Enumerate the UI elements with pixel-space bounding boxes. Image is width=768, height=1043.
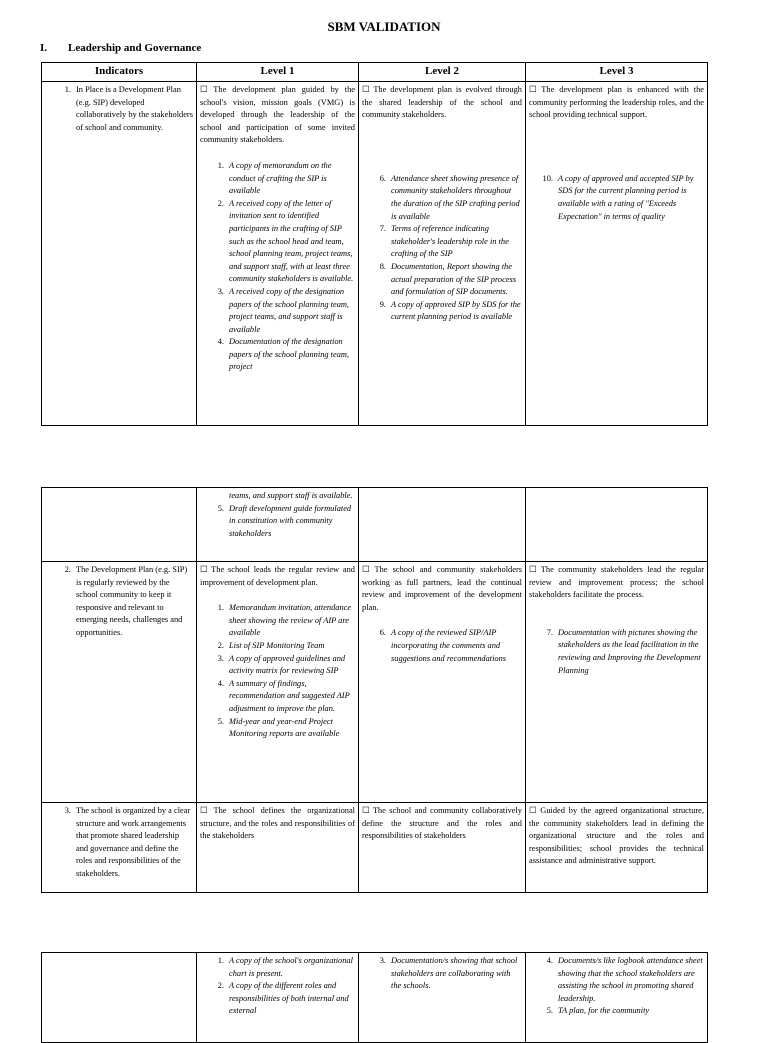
part-3-level-3-cell [526, 953, 708, 1043]
indicator-1-level-1-list [200, 160, 355, 374]
indicator-3-number: 3. [64, 806, 71, 815]
list-item-text: Attendance sheet showing presence of community stakeholders throughout the duration of the SIP crafting period is available [391, 173, 520, 221]
list-item-number: 6. [379, 628, 386, 638]
list-item [200, 160, 355, 198]
list-item-text: A copy of approved SIP by SDS for the current planning period is available [391, 299, 521, 322]
indicator-2-level-3-desc: ☐ The community stakeholders lead the regular review and improvement process; the school stakeholders facilitate the process. [529, 565, 704, 600]
section-number: I. [40, 42, 48, 54]
list-item-text: Documentation with pictures showing the stakeholders as the lead facilitation in the reviewing and Improving the Development Planning [558, 627, 701, 675]
list-item [200, 490, 355, 503]
continuation-list [200, 490, 355, 540]
list-item-text: A copy of the reviewed SIP/AIP incorporating the comments and suggestions and recommendations [391, 628, 507, 663]
list-item-number: 3. [217, 653, 224, 663]
list-item-number: 10. [542, 173, 553, 183]
list-item-number: 2. [217, 640, 224, 650]
list-item [362, 223, 522, 261]
list-item [362, 955, 522, 993]
part-3-level-1-list [200, 955, 355, 1018]
list-item-number: 1. [217, 956, 224, 965]
list-item-text: Mid-year and year-end Project Monitoring reports are available [229, 716, 340, 739]
list-item [529, 1005, 704, 1018]
indicator-1-level-1-cell [197, 82, 359, 426]
list-item [362, 299, 522, 324]
list-item-number: 5. [546, 1006, 553, 1016]
indicator-1-text: In Place is a Development Plan (e.g. SIP) developed collaboratively by the stakeholders of school and community. [76, 85, 193, 132]
part-3-level-1-cell [197, 953, 359, 1043]
indicator-2-level-3-list [529, 627, 704, 677]
part-3-level-2-cell [359, 953, 526, 1043]
list-item-text: A copy of approved and accepted SIP by SDS for the current planning period is available with a rating of "Exceeds Expectation" in terms of quality [558, 173, 694, 221]
indicator-1-number: 1. [64, 85, 71, 94]
list-item-number: 4. [217, 678, 224, 688]
list-item-number: 3. [379, 956, 386, 965]
continuation-level-2-cell [359, 488, 526, 562]
validation-table-part-1 [41, 62, 708, 426]
list-item-number: 5. [217, 716, 224, 726]
indicator-1-level-1-desc: ☐ The development plan guided by the school's vision, mission goals (VMG) is developed through the leadership of the school and participation of some invited community stakeholders. [200, 85, 355, 145]
list-item-number: 1. [217, 603, 224, 613]
header-level-1: Level 1 [197, 63, 359, 82]
list-item [200, 980, 355, 1018]
indicator-2-level-3-cell [526, 562, 708, 803]
list-item-number: 9. [379, 299, 386, 309]
list-item [362, 627, 522, 665]
list-item-number: 7. [546, 627, 553, 637]
list-item [200, 198, 355, 286]
indicator-2-level-1-desc: ☐ The school leads the regular review and improvement of development plan. [200, 565, 355, 587]
list-item-text: A received copy of the designation papers of the school planning team, project teams, and support staff is available [229, 286, 350, 334]
indicator-1-level-3-cell [526, 82, 708, 426]
list-item [200, 653, 355, 678]
indicator-3-level-3-desc: ☐ Guided by the agreed organizational structure, the community stakeholders lead in defining the organizational structure and the roles and responsibilities; school provides the technical assistance and administrative support. [529, 806, 704, 866]
header-level-3: Level 3 [526, 63, 708, 82]
list-item-text: A summary of findings, recommendation and suggested AIP adjustment to improve the plan. [229, 678, 350, 713]
list-item-text: TA plan, for the community [558, 1006, 650, 1016]
list-item-text: Documentation, Report showing the actual preparation of the SIP process and formulation of SIP documents. [391, 261, 517, 297]
list-item-number: 5. [217, 503, 224, 513]
list-item [200, 955, 355, 980]
list-item-text: Draft development guide formulated in constitution with community stakeholders [229, 503, 352, 538]
indicator-2-level-1-cell [197, 562, 359, 803]
header-level-2: Level 2 [359, 63, 526, 82]
indicator-1-level-3-desc: ☐ The development plan is enhanced with the community performing the leadership roles, and the school providing technical support. [529, 85, 704, 120]
list-item [200, 602, 355, 640]
list-item [362, 261, 522, 299]
list-item-number: 7. [379, 224, 386, 234]
indicator-2-level-2-desc: ☐ The school and community stakeholders working as full partners, lead the continual review and improvement of the development plan. [362, 565, 522, 612]
list-item [200, 503, 355, 541]
continuation-indicator-cell [42, 488, 197, 562]
list-item-number: 4. [217, 337, 224, 347]
list-item-number: 8. [379, 261, 386, 271]
list-item-text: Memorandum invitation, attendance sheet showing the review of AIP are available [229, 603, 352, 638]
list-item [200, 716, 355, 741]
section-title: Leadership and Governance [68, 42, 202, 54]
indicator-3-level-1-desc: ☐ The school defines the organizational structure, and the roles and responsibilities of the stakeholders [200, 806, 355, 841]
indicator-2-level-2-list [362, 627, 522, 665]
indicator-1-level-2-cell [359, 82, 526, 426]
part-3-level-2-list [362, 955, 522, 993]
indicator-3-level-2-desc: ☐ The school and community collaboratively define the structure and the roles and responsibilities of stakeholders [362, 806, 522, 841]
list-item-text: A copy of approved guidelines and activity matrix for reviewing SIP [229, 653, 346, 676]
continuation-text: teams, and support staff is available. [229, 491, 353, 500]
list-item [200, 640, 355, 653]
indicator-3-text: The school is organized by a clear structure and work arrangements that promote shared leadership and governance and define the roles and responsibilities of the stakeholders. [76, 806, 191, 878]
list-item [200, 286, 355, 336]
list-item-text: Terms of reference indicating stakeholder's leadership role in the crafting of the SIP [391, 224, 509, 259]
indicator-1-level-2-desc: ☐ The development plan is evolved through the shared leadership of the school and community stakeholders. [362, 85, 522, 120]
list-item [529, 627, 704, 677]
part-3-level-3-list [529, 955, 704, 1018]
list-item-text: A copy of memorandum on the conduct of crafting the SIP is available [229, 160, 332, 196]
list-item [200, 336, 355, 374]
list-item-text: Documentation of the designation papers of the school planning team, project [229, 337, 350, 372]
list-item-number: 2. [217, 981, 224, 991]
indicator-3-level-3-cell [526, 803, 708, 893]
list-item-number: 2. [217, 198, 224, 208]
list-item-number: 3. [217, 286, 224, 296]
list-item-text: A copy of the school's organizational chart is present. [229, 956, 353, 978]
section-heading [40, 42, 201, 54]
list-item [529, 955, 704, 1005]
list-item-text: A received copy of the letter of invitation sent to identified participants in the crafting of SIP such as the school head and team, school planning team, project teams, and support staff, with at least three community stakeholders is available. [229, 198, 354, 284]
indicator-2-level-2-cell [359, 562, 526, 803]
continuation-level-1-cell [197, 488, 359, 562]
list-item-number: 4. [546, 956, 553, 965]
list-item [529, 173, 704, 223]
header-indicators: Indicators [42, 63, 197, 82]
validation-table-part-2 [41, 487, 708, 893]
indicator-1-level-3-list [529, 173, 704, 223]
indicator-3-level-1-cell [197, 803, 359, 893]
indicator-2-cell [42, 562, 197, 803]
indicator-3-cell [42, 803, 197, 893]
validation-table-part-3 [41, 952, 708, 1043]
list-item [362, 173, 522, 223]
indicator-1-cell [42, 82, 197, 426]
list-item [200, 678, 355, 716]
list-item-number: 1. [217, 160, 224, 170]
indicator-2-number: 2. [64, 565, 71, 574]
list-item-text: List of SIP Monitoring Team [229, 640, 325, 650]
indicator-1-level-2-list [362, 173, 522, 324]
document-title: SBM VALIDATION [327, 19, 441, 34]
list-item-number: 6. [379, 173, 386, 183]
list-item-text: A copy of the different roles and responsibilities of both internal and external [229, 981, 349, 1016]
indicator-3-level-2-cell [359, 803, 526, 893]
indicator-2-level-1-list [200, 602, 355, 741]
list-item-text: Documentation/s showing that school stakeholders are collaborating with the schools. [391, 956, 518, 991]
list-item-text: Documents/s like logbook attendance sheet showing that the school stakeholders are assisting the school in promoting shared leadership. [558, 956, 703, 1003]
part-3-indicator-cell [42, 953, 197, 1043]
continuation-level-3-cell [526, 488, 708, 562]
indicator-2-text: The Development Plan (e.g. SIP) is regularly reviewed by the school community to keep it responsive and relevant to emerging needs, challenges and opportunities. [76, 565, 188, 637]
